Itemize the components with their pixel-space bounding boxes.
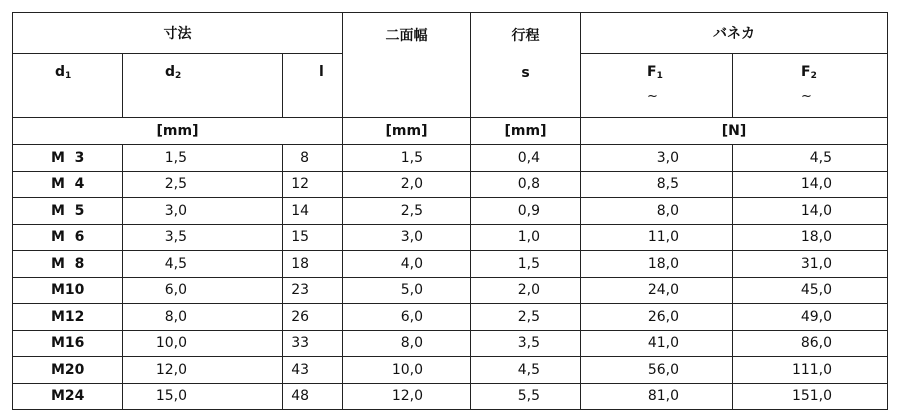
cell-f2: 151,0 <box>733 383 888 410</box>
cell-f2: 86,0 <box>733 330 888 357</box>
header-width-across-flats: 二面幅 <box>343 13 471 118</box>
table-row <box>13 383 888 410</box>
cell-width-across-flats: 1,5 <box>343 145 471 172</box>
cell-f2: 14,0 <box>733 171 888 198</box>
cell-d2: 10,0 <box>123 330 283 357</box>
table-row <box>13 224 888 251</box>
header-dimensions: 寸法 <box>13 13 343 54</box>
cell-f2: 4,5 <box>733 145 888 172</box>
cell-f2: 18,0 <box>733 224 888 251</box>
cell-stroke: 1,0 <box>471 224 581 251</box>
unit-spring-force: [N] <box>581 118 888 145</box>
cell-f1: 81,0 <box>581 383 733 410</box>
table-row <box>13 251 888 278</box>
cell-size: M16 <box>13 330 123 357</box>
cell-d2: 1,5 <box>123 145 283 172</box>
cell-d2: 3,0 <box>123 198 283 225</box>
table-row <box>13 330 888 357</box>
header-d2: $d_2$ <box>123 54 283 118</box>
header-f1: $F_1$ ~ <box>581 54 733 118</box>
cell-f1: 41,0 <box>581 330 733 357</box>
cell-size: M10 <box>13 277 123 304</box>
table-row <box>13 198 888 225</box>
cell-size: M 5 <box>13 198 123 225</box>
cell-stroke: 2,0 <box>471 277 581 304</box>
cell-width-across-flats: 4,0 <box>343 251 471 278</box>
cell-d2: 12,0 <box>123 357 283 384</box>
cell-width-across-flats: 2,5 <box>343 198 471 225</box>
header-f2: $F_2$ ~ <box>733 54 888 118</box>
cell-f1: 11,0 <box>581 224 733 251</box>
cell-stroke: 1,5 <box>471 251 581 278</box>
cell-l: 43 <box>283 357 343 384</box>
cell-stroke: 0,8 <box>471 171 581 198</box>
cell-l: 12 <box>283 171 343 198</box>
cell-l: 18 <box>283 251 343 278</box>
cell-stroke: 5,5 <box>471 383 581 410</box>
header-stroke <box>471 13 581 118</box>
cell-l: 8 <box>283 145 343 172</box>
cell-width-across-flats: 5,0 <box>343 277 471 304</box>
cell-stroke: 0,4 <box>471 145 581 172</box>
cell-l: 23 <box>283 277 343 304</box>
unit-width-across-flats: [mm] <box>343 118 471 145</box>
cell-d2: 6,0 <box>123 277 283 304</box>
header-f1-approx: ~ <box>647 89 658 104</box>
cell-size: M 8 <box>13 251 123 278</box>
header-spring-force: バネカ <box>581 13 888 54</box>
cell-f1: 24,0 <box>581 277 733 304</box>
cell-l: 14 <box>283 198 343 225</box>
cell-stroke: 3,5 <box>471 330 581 357</box>
cell-f2: 45,0 <box>733 277 888 304</box>
cell-size: M 3 <box>13 145 123 172</box>
cell-l: 15 <box>283 224 343 251</box>
cell-size: M20 <box>13 357 123 384</box>
cell-f1: 3,0 <box>581 145 733 172</box>
cell-f2: 49,0 <box>733 304 888 331</box>
cell-d2: 3,5 <box>123 224 283 251</box>
header-l: l <box>283 54 343 118</box>
cell-l: 48 <box>283 383 343 410</box>
cell-width-across-flats: 3,0 <box>343 224 471 251</box>
cell-size: M12 <box>13 304 123 331</box>
cell-f2: 111,0 <box>733 357 888 384</box>
cell-width-across-flats: 8,0 <box>343 330 471 357</box>
table-row <box>13 145 888 172</box>
cell-d2: 4,5 <box>123 251 283 278</box>
cell-d2: 15,0 <box>123 383 283 410</box>
cell-size: M 4 <box>13 171 123 198</box>
table-row <box>13 277 888 304</box>
cell-stroke: 4,5 <box>471 357 581 384</box>
unit-stroke: [mm] <box>471 118 581 145</box>
cell-size: M 6 <box>13 224 123 251</box>
table-row <box>13 304 888 331</box>
cell-stroke: 2,5 <box>471 304 581 331</box>
cell-f2: 31,0 <box>733 251 888 278</box>
header-d1: $d_1$ <box>13 54 123 118</box>
cell-f1: 18,0 <box>581 251 733 278</box>
spec-table <box>12 12 888 410</box>
cell-width-across-flats: 10,0 <box>343 357 471 384</box>
cell-width-across-flats: 12,0 <box>343 383 471 410</box>
cell-stroke: 0,9 <box>471 198 581 225</box>
header-f2-approx: ~ <box>801 89 812 104</box>
cell-f1: 8,0 <box>581 198 733 225</box>
header-stroke-symbol: s <box>521 65 530 81</box>
cell-d2: 2,5 <box>123 171 283 198</box>
cell-width-across-flats: 2,0 <box>343 171 471 198</box>
cell-f2: 14,0 <box>733 198 888 225</box>
cell-width-across-flats: 6,0 <box>343 304 471 331</box>
cell-l: 33 <box>283 330 343 357</box>
table-row <box>13 171 888 198</box>
cell-f1: 56,0 <box>581 357 733 384</box>
cell-size: M24 <box>13 383 123 410</box>
header-stroke-label: 行程 <box>511 28 540 44</box>
cell-d2: 8,0 <box>123 304 283 331</box>
cell-l: 26 <box>283 304 343 331</box>
cell-f1: 26,0 <box>581 304 733 331</box>
unit-dimensions: [mm] <box>13 118 343 145</box>
cell-f1: 8,5 <box>581 171 733 198</box>
table-row <box>13 357 888 384</box>
